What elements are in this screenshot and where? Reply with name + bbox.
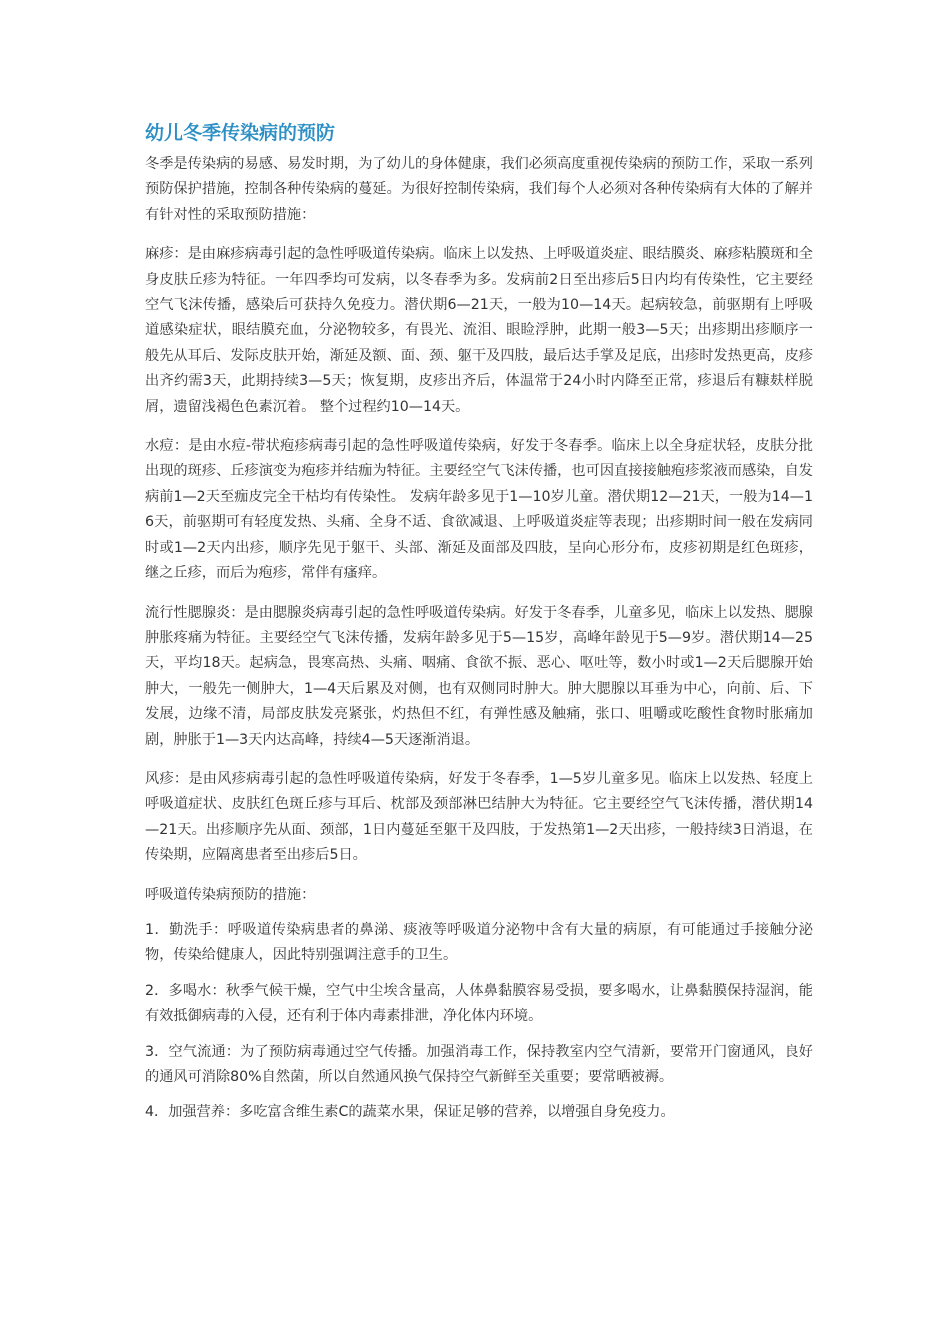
measure-item-ventilation: 3．空气流通：为了预防病毒通过空气传播。加强消毒工作，保持教室内空气清新，要常开门窗通风，良好的通风可消除80%自然菌，所以自然通风换气保持空气新鲜至关重要；要常晒被褥。 xyxy=(145,1043,813,1085)
measures-heading: 呼吸道传染病预防的措施： xyxy=(145,886,316,903)
measure-item-nutrition: 4．加强营养：多吃富含维生素C的蔬菜水果，保证足够的营养，以增强自身免疫力。 xyxy=(145,1104,675,1121)
document-page xyxy=(145,120,813,1136)
measure-item-handwashing: 1．勤洗手：呼吸道传染病患者的鼻涕、痰液等呼吸道分泌物中含有大量的病原，有可能通过手接触分泌物，传染给健康人，因此特别强调注意手的卫生。 xyxy=(145,921,813,964)
intro-paragraph: 冬季是传染病的易感、易发时期，为了幼儿的身体健康，我们必须高度重视传染病的预防工作，采取一系列预防保护措施，控制各种传染病的蔓延。为很好控制传染病，我们每个人必须对各种传染病有大体的了解并有针对性的采取预防措施： xyxy=(145,156,813,223)
document-title: 幼儿冬季传染病的预防 xyxy=(145,122,336,144)
measles-paragraph: 麻疹：是由麻疹病毒引起的急性呼吸道传染病。临床上以发热、上呼吸道炎症、眼结膜炎、麻疹粘膜斑和全身皮肤丘疹为特征。一年四季均可发病，以冬春季为多。发病前2日至出疹后5日内均有传染性，它主要经空气飞沫传播，感染后可获持久免疫力。潜伏期6—21天，一般为10—14天。起病较急，前驱期有上呼吸道感染症状，眼结膜充血，分泌物较多，有畏光、流泪、眼睑浮肿，此期一般3—5天；出疹期出疹顺序一般先从耳后、发际皮肤开始，渐延及额、面、颈、躯干及四肢，最后达手掌及足底，出疹时发热更高，皮疹出齐约需3天，此期持续3—5天；恢复期，皮疹出齐后，体温常于24小时内降至正常，疹退后有糠麸样脱屑，遗留浅褐色色素沉着。 整个过程约10—14天。 xyxy=(145,246,813,415)
mumps-paragraph: 流行性腮腺炎：是由腮腺炎病毒引起的急性呼吸道传染病。好发于冬春季，儿童多见，临床上以发热、腮腺肿胀疼痛为特征。主要经空气飞沫传播，发病年龄多见于5—15岁，高峰年龄见于5—9岁。潜伏期14—25天，平均18天。起病急，畏寒高热、头痛、咽痛、食欲不振、恶心、呕吐等，数小时或1—2天后腮腺开始肿大，一般先一侧肿大，1—4天后累及对侧，也有双侧同时肿大。肿大腮腺以耳垂为中心，向前、后、下发展，边缘不清，局部皮肤发亮紧张，灼热但不红，有弹性感及触痛，张口、咀嚼或吃酸性食物时胀痛加剧，肿胀于1—3天内达高峰，持续4—5天逐渐消退。 xyxy=(145,604,813,748)
measure-item-drink-water: 2．多喝水：秋季气候干燥，空气中尘埃含量高，人体鼻黏膜容易受损，要多喝水，让鼻黏膜保持湿润，能有效抵御病毒的入侵，还有利于体内毒素排泄，净化体内环境。 xyxy=(145,982,813,1025)
rubella-paragraph: 风疹：是由风疹病毒引起的急性呼吸道传染病，好发于冬春季，1—5岁儿童多见。临床上以发热、轻度上呼吸道症状、皮肤红色斑丘疹与耳后、枕部及颈部淋巴结肿大为特征。它主要经空气飞沫传播，潜伏期14—21天。出疹顺序先从面、颈部，1日内蔓延至躯干及四肢，于发热第1—2天出疹，一般持续3日消退，在传染期，应隔离患者至出疹后5日。 xyxy=(145,770,813,864)
chickenpox-paragraph: 水痘：是由水痘-带状疱疹病毒引起的急性呼吸道传染病，好发于冬春季。临床上以全身症状轻，皮肤分批出现的斑疹、丘疹演变为疱疹并结痂为特征。主要经空气飞沫传播，也可因直接接触疱疹浆液而感染，自发病前1—2天至痂皮完全干枯均有传染性。 发病年龄多见于1—10岁儿童。潜伏期12—21天，一般为14—16天，前驱期可有轻度发热、头痛、全身不适、食欲减退、上呼吸道炎症等表现；出疹期时间一般在发病同时或1—2天内出疹，顺序先见于躯干、头部、渐延及面部及四肢，呈向心形分布，皮疹初期是红色斑疹，继之丘疹，而后为疱疹，常伴有瘙痒。 xyxy=(145,438,813,582)
